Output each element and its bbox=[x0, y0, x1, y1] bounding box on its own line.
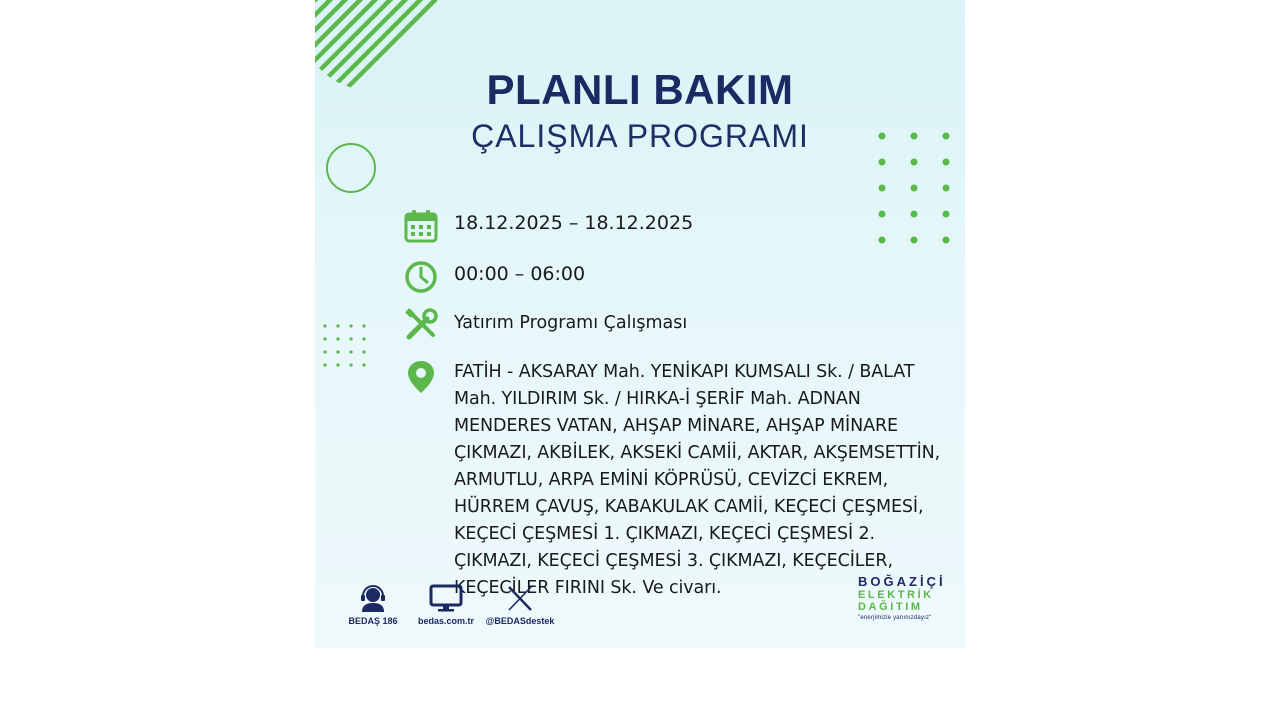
page-title: PLANLI BAKIM bbox=[486, 66, 794, 113]
clock-icon bbox=[403, 259, 439, 295]
announcement-card bbox=[315, 0, 965, 648]
location-row bbox=[403, 359, 954, 602]
time-row bbox=[403, 259, 585, 295]
social-label: @BEDASdestek bbox=[485, 616, 555, 626]
company-logo bbox=[858, 574, 948, 621]
logo-slogan: "enerjimizle yanınızdayız" bbox=[858, 615, 932, 621]
date-row bbox=[403, 208, 693, 244]
social-link[interactable] bbox=[480, 584, 560, 626]
website-label: bedas.com.tr bbox=[417, 616, 475, 626]
decorative-dots-left bbox=[320, 320, 380, 380]
map-pin-icon bbox=[403, 359, 439, 395]
phone-contact[interactable] bbox=[343, 584, 403, 626]
logo-line-1: BOĞAZİÇİ bbox=[858, 574, 946, 589]
x-logo-icon bbox=[505, 584, 535, 612]
time-range: 00:00 – 06:00 bbox=[454, 263, 586, 285]
website-link[interactable] bbox=[411, 584, 481, 626]
location-text: FATİH - AKSARAY Mah. YENİKAPI KUMSALI Sk. / BALAT Mah. YILDIRIM Sk. / HIRKA-İ ŞERİF Mah. ADNAN MENDERES VATAN, AHŞAP MİNARE, AHŞAP MİNARE ÇIKMAZI, AKBİLEK, AKSEKİ CAMİİ, AKTAR, AKŞEMSETTİN, ARMUTLU, ARPA EMİNİ KÖPRÜSÜ, CEVİZCİ EKREM, HÜRREM ÇAVUŞ, KABAKULAK CAMİİ, KEÇECİ ÇEŞMESİ, KEÇECİ ÇEŞMESİ 1. ÇIKMAZI, KEÇECİ ÇEŞMESİ 2. ÇIKMAZI, KEÇECİ ÇEŞMESİ 3. ÇIKMAZI, KEÇECİLER, KEÇECİLER FIRINI Sk. Ve civarı. bbox=[454, 362, 941, 598]
phone-label: BEDAŞ 186 bbox=[348, 616, 398, 626]
date-range: 18.12.2025 – 18.12.2025 bbox=[454, 212, 694, 234]
monitor-icon bbox=[429, 584, 463, 612]
work-type: Yatırım Programı Çalışması bbox=[454, 313, 688, 333]
headset-icon bbox=[358, 584, 388, 612]
work-type-row bbox=[403, 307, 687, 343]
logo-line-3: DAĞITIM bbox=[858, 601, 923, 613]
logo-line-2: ELEKTRİK bbox=[858, 589, 934, 601]
tools-icon bbox=[403, 307, 439, 343]
calendar-icon bbox=[403, 208, 439, 244]
page-subtitle: ÇALIŞMA PROGRAMI bbox=[471, 118, 809, 154]
